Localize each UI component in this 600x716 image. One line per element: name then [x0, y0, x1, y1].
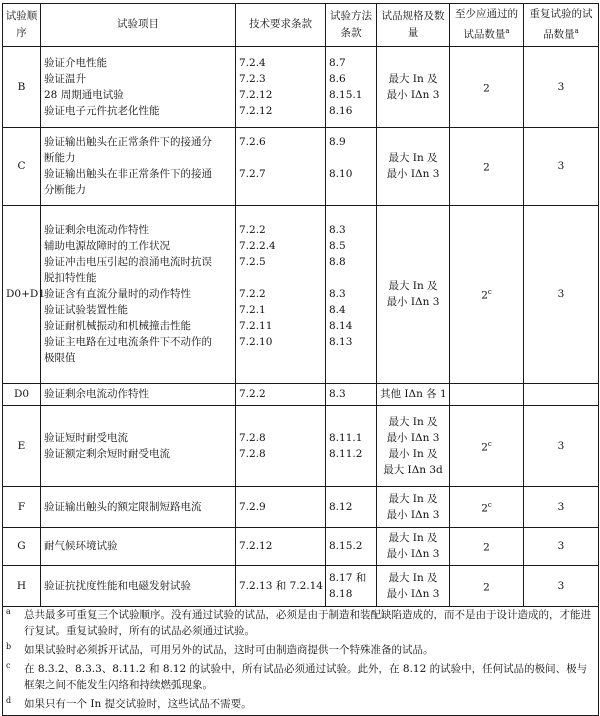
min-value: 2	[481, 289, 488, 302]
seq-label: H	[16, 579, 27, 592]
meth-cell	[326, 405, 377, 486]
spec-cell	[377, 46, 450, 127]
min-cell	[450, 565, 524, 606]
table-row	[3, 527, 599, 565]
min-value: 2	[483, 82, 490, 95]
meth-cell	[326, 127, 377, 205]
item-line: 验证含有直流分量时的动作特性	[44, 288, 191, 300]
req-line: 7.2.6	[239, 136, 266, 148]
spec-cell	[377, 405, 450, 486]
item-line: 验证温升	[44, 72, 86, 85]
footnote-text: 如果只有一个 In 提交试验时，这些试品不需要。	[24, 697, 252, 710]
meth-line	[329, 270, 373, 286]
meth-line: 8.8	[329, 256, 346, 268]
table-row	[3, 405, 599, 486]
req-line: 7.2.8	[239, 447, 266, 460]
header-seq: 试验顺序	[3, 4, 41, 47]
meth-cell	[326, 565, 377, 606]
req-line: 7.2.5	[239, 256, 266, 268]
rep-value: 3	[557, 160, 565, 172]
items-cell	[41, 205, 236, 383]
req-cell	[236, 565, 326, 606]
spec-line: 最大 In 及	[388, 415, 438, 428]
test-sequence-table	[2, 3, 599, 716]
spec-line: 最小 In 及	[388, 447, 438, 460]
spec-line: 最小 IΔn 3	[386, 88, 440, 101]
rep-value: 3	[557, 288, 565, 300]
seq-label: C	[17, 160, 26, 172]
footnote-mark: a	[6, 606, 11, 616]
req-line: 7.2.2	[239, 388, 266, 400]
rep-value: 3	[557, 540, 565, 552]
req-line: 7.2.2	[239, 288, 266, 300]
spec-cell	[377, 127, 450, 205]
rep-cell	[524, 127, 599, 205]
footnote	[6, 661, 595, 693]
min-mark: c	[487, 439, 492, 448]
table-row	[3, 46, 599, 127]
item-line: 28 周期通电试验	[44, 88, 124, 101]
req-cell	[236, 527, 326, 565]
req-cell	[236, 405, 326, 486]
header-items: 试验项目	[41, 4, 236, 47]
meth-line: 8.5	[329, 240, 346, 252]
items-cell	[41, 46, 236, 127]
req-line: 7.2.11	[239, 320, 273, 332]
items-cell	[41, 405, 236, 486]
header-rep: 重复试验的试品数量$^a$	[524, 4, 599, 47]
meth-line: 8.18	[329, 587, 353, 600]
seq-cell	[3, 46, 41, 127]
meth-line: 8.13	[329, 336, 353, 348]
seq-label: D0+D1	[6, 288, 45, 300]
meth-line	[329, 150, 373, 166]
meth-line: 8.11.2	[329, 447, 363, 460]
meth-cell	[326, 205, 377, 383]
item-line: 脱扣特性能	[44, 272, 97, 284]
meth-line	[329, 350, 373, 366]
seq-cell	[3, 527, 41, 565]
spec-line: 最小 IΔn 3	[386, 508, 440, 521]
notes-cell	[3, 606, 599, 715]
spec-line: 最大 In 及	[388, 492, 438, 505]
items-cell	[41, 565, 236, 606]
spec-line: 最小 IΔn 3	[386, 168, 440, 180]
meth-line: 8.12	[329, 500, 353, 513]
header-meth: 试验方法条款	[326, 4, 377, 47]
rep-cell	[524, 405, 599, 486]
meth-line: 8.7	[329, 56, 346, 69]
req-line: 7.2.12	[239, 88, 273, 101]
footnote-text: 在 8.3.2、8.3.3、8.11.2 和 8.12 的试验中，所有试品必须通过试验。此外，在 8.12 的试验中，任何试品的极间、极与框架之间不能发生闪络和持续燃弧现象。	[24, 662, 588, 691]
seq-cell	[3, 486, 41, 527]
spec-cell	[377, 383, 450, 405]
meth-line: 8.11.1	[329, 431, 363, 444]
seq-label: F	[17, 500, 26, 513]
req-line: 7.2.8	[239, 431, 266, 444]
meth-cell	[326, 527, 377, 565]
rep-cell	[524, 46, 599, 127]
req-line: 7.2.2.4	[239, 240, 276, 252]
meth-line: 8.3	[329, 288, 346, 300]
spec-line: 最小 IΔn 3	[386, 587, 440, 600]
header-spec: 试品规格及数量	[377, 4, 450, 47]
seq-label: B	[17, 80, 26, 93]
footnote-mark: b	[6, 641, 12, 651]
item-line: 验证抗扰度性能和电磁发射试验	[44, 579, 191, 592]
req-cell	[236, 46, 326, 127]
req-line: 7.2.12	[239, 540, 273, 552]
item-line: 验证额定剩余短时耐受电流	[44, 447, 170, 460]
min-value: 2	[483, 581, 490, 594]
req-line: 7.2.10	[239, 336, 273, 348]
min-mark: c	[487, 500, 492, 509]
rep-cell	[524, 383, 599, 405]
meth-line: 8.15.2	[329, 540, 363, 552]
footnote-mark: d	[6, 695, 12, 705]
notes-row	[3, 606, 599, 715]
min-cell	[450, 405, 524, 486]
item-line: 验证剩余电流动作特性	[44, 224, 149, 236]
item-line: 验证电子元件抗老化性能	[44, 104, 160, 117]
req-cell	[236, 486, 326, 527]
seq-cell	[3, 565, 41, 606]
item-line: 断能力	[44, 152, 76, 164]
min-value: 2	[481, 441, 488, 454]
spec-line: 最大 In 及	[388, 152, 438, 164]
footnote-text: 如果试验时必须拆开试品，可用另外的试品，这时可由制造商提供一个特殊准备的试品。	[24, 643, 434, 656]
req-line: 7.2.2	[239, 224, 266, 236]
item-line: 验证剩余电流动作特性	[44, 388, 149, 400]
seq-cell	[3, 205, 45, 383]
item-line: 验证冲击电压引起的浪涌电流时抗误	[44, 256, 212, 268]
item-line: 验证输出触头在正常条件下的接通分	[44, 136, 212, 148]
spec-line: 其他 IΔn 各 1	[380, 388, 447, 400]
table-row	[3, 383, 599, 405]
items-cell	[41, 527, 236, 565]
table-row	[3, 127, 599, 205]
spec-cell	[377, 205, 450, 383]
meth-line: 8.9	[329, 136, 346, 148]
table-row	[3, 486, 599, 527]
meth-line: 8.4	[329, 304, 346, 316]
footnote-mark: c	[6, 660, 11, 670]
items-cell	[41, 127, 236, 205]
meth-cell	[326, 383, 377, 405]
min-cell	[450, 527, 524, 565]
min-cell	[450, 127, 524, 205]
req-line	[239, 270, 322, 286]
min-cell	[450, 486, 524, 527]
rep-value: 3	[557, 439, 565, 452]
header-min: 至少应通过的试品数量$^a$	[450, 4, 524, 47]
item-line: 辅助电源故障时的工作状况	[44, 240, 170, 252]
footnote	[6, 642, 595, 658]
footnote	[6, 696, 595, 712]
spec-line: 最大 In 及	[388, 280, 438, 292]
meth-line: 8.14	[329, 320, 353, 332]
meth-cell	[326, 486, 377, 527]
req-cell	[236, 127, 326, 205]
meth-line: 8.10	[329, 168, 353, 180]
meth-line: 8.17 和	[329, 571, 367, 584]
meth-cell	[326, 46, 377, 127]
item-line: 极限值	[44, 352, 76, 364]
req-line: 7.2.1	[239, 304, 266, 316]
req-cell	[236, 383, 326, 405]
seq-cell	[3, 405, 41, 486]
min-value: 2	[481, 502, 488, 515]
rep-value: 3	[557, 500, 565, 513]
table-row	[3, 565, 599, 606]
spec-line: 最小 IΔn 3	[386, 431, 440, 444]
item-line: 验证介电性能	[44, 56, 107, 69]
spec-line: 最大 In 及	[388, 72, 438, 85]
header-row	[3, 4, 599, 47]
items-cell	[41, 383, 236, 405]
spec-cell	[377, 527, 450, 565]
rep-value: 3	[557, 579, 565, 592]
rep-cell	[524, 565, 599, 606]
spec-cell	[377, 565, 450, 606]
spec-line: 最小 IΔn 3	[386, 548, 440, 560]
spec-cell	[377, 486, 450, 527]
seq-cell	[3, 383, 41, 405]
min-cell	[450, 383, 524, 405]
seq-label: D0	[13, 388, 30, 400]
req-line: 7.2.7	[239, 168, 266, 180]
min-value: 2	[483, 161, 490, 174]
item-line: 验证试验装置性能	[44, 304, 128, 316]
item-line: 验证输出触头的额定限制短路电流	[44, 500, 202, 513]
meth-line: 8.16	[329, 104, 353, 117]
meth-line: 8.3	[329, 388, 346, 400]
meth-line	[329, 182, 373, 198]
req-line	[239, 182, 322, 198]
min-cell	[450, 46, 524, 127]
footnote-text: 总共最多可重复三个试验顺序。没有通过试验的试品，必须是由于制造和装配缺陷造成的，而不是由于设计造成的，才能进行复试。重复试验时，所有的试品必须通过试验。	[24, 608, 591, 637]
seq-label: E	[17, 439, 26, 452]
item-line: 验证短时耐受电流	[44, 431, 128, 444]
rep-value: 3	[557, 80, 565, 93]
meth-line: 8.15.1	[329, 88, 363, 101]
item-line: 耐气候环境试验	[44, 540, 118, 552]
req-line: 7.2.13 和 7.2.14	[239, 579, 323, 592]
items-cell	[41, 486, 236, 527]
item-line: 验证主电路在过电流条件下不动作的	[44, 336, 212, 348]
spec-line: 最小 IΔn 3	[386, 296, 440, 308]
min-value: 2	[483, 541, 490, 554]
table-row	[3, 205, 599, 383]
req-line: 7.2.12	[239, 104, 273, 117]
req-line	[239, 150, 322, 166]
req-line: 7.2.4	[239, 56, 266, 69]
req-line	[239, 350, 322, 366]
meth-line: 8.3	[329, 224, 346, 236]
rep-cell	[524, 486, 599, 527]
rep-cell	[524, 527, 599, 565]
req-line: 7.2.9	[239, 500, 266, 513]
item-line: 验证耐机械振动和机械撞击性能	[44, 320, 191, 332]
req-line: 7.2.3	[239, 72, 266, 85]
min-mark: c	[487, 288, 492, 297]
seq-label: G	[17, 540, 26, 552]
item-line: 验证输出触头在非正常条件下的接通	[44, 168, 212, 180]
footnote	[6, 607, 595, 639]
header-req: 技术要求条款	[236, 4, 326, 47]
rep-cell	[524, 205, 599, 383]
min-cell	[450, 205, 524, 383]
item-line: 分断能力	[44, 184, 86, 196]
spec-line: 最大 In 及	[388, 532, 438, 544]
spec-line: 最大 In 及	[388, 571, 438, 584]
req-cell	[236, 205, 326, 383]
spec-line: 最大 IΔn 3d	[383, 463, 443, 476]
seq-cell	[3, 127, 41, 205]
meth-line: 8.6	[329, 72, 346, 85]
